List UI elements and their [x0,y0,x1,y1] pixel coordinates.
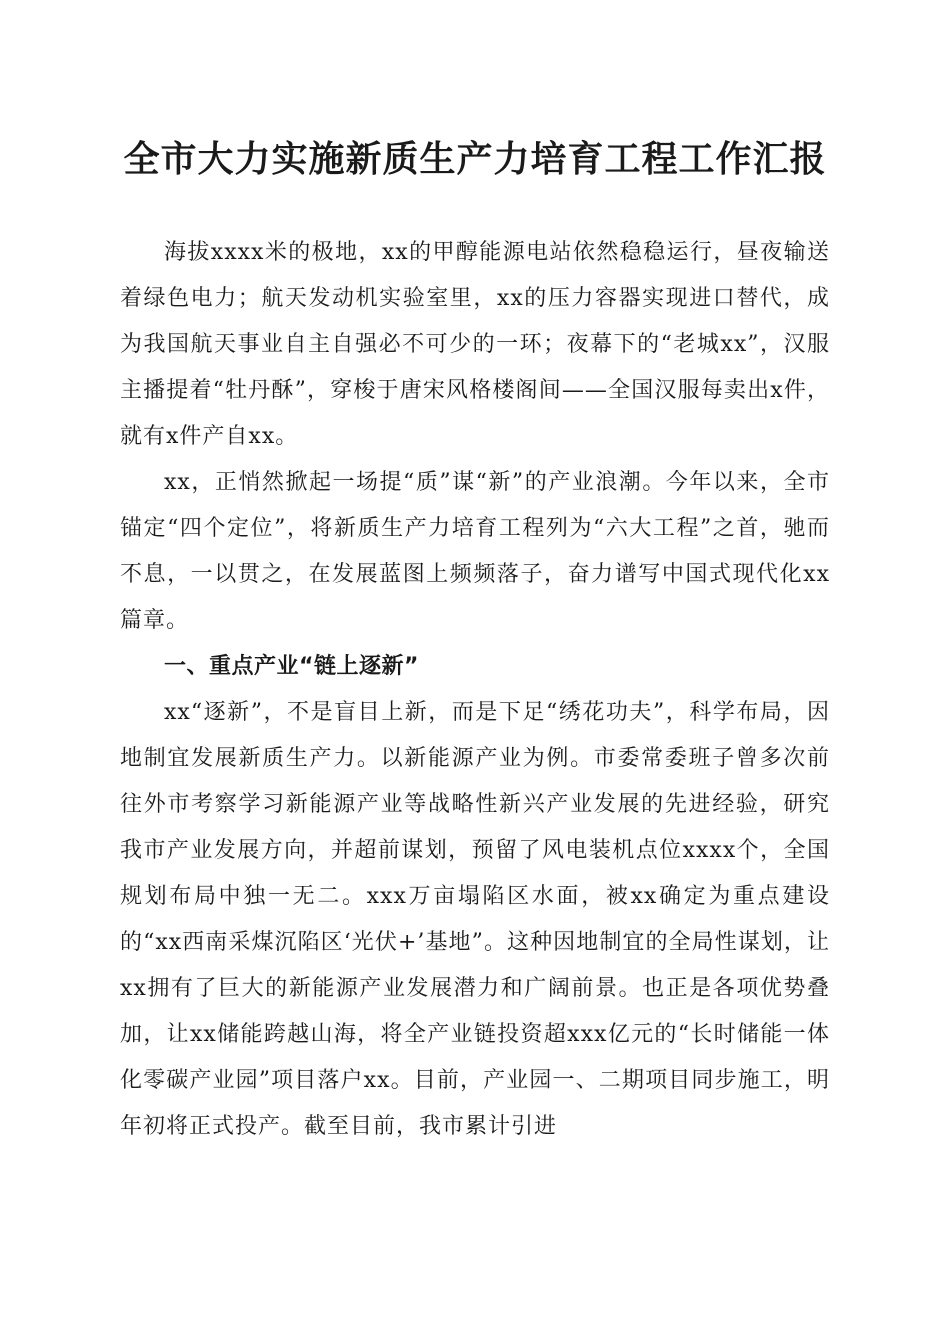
document-title: 全市大力实施新质生产力培育工程工作汇报 [123,138,827,180]
section-1-paragraph: xx“逐新”，不是盲目上新，而是下足“绣花功夫”，科学布局，因地制宜发展新质生产力。以新能源产业为例。市委常委班子曾多次前往外市考察学习新能源产业等战略性新兴产业发展的先进经验，研究我市产业发展方向，并超前谋划，预留了风电装机点位xxxx个，全国规划布局中独一无二。xxx万亩塌陷区水面，被xx确定为重点建设的“xx西南采煤沉陷区‘光伏+’基地”。这种因地制宜的全局性谋划，让xx拥有了巨大的新能源产业发展潜力和广阔前景。也正是各项优势叠加，让xx储能跨越山海，将全产业链投资超xxx亿元的“长时储能一体化零碳产业园”项目落户xx。目前，产业园一、二期项目同步施工，明年初将正式投产。截至目前，我市累计引进 [120,700,830,1139]
intro-paragraph-2: xx，正悄然掀起一场提“质”谋“新”的产业浪潮。今年以来，全市锚定“四个定位”，将新质生产力培育工程列为“六大工程”之首，驰而不息，一以贯之，在发展蓝图上频频落子，奋力谱写中国式现代化xx篇章。 [120,470,830,633]
document-body [120,230,830,1150]
intro-paragraph-1: 海拔xxxx米的极地，xx的甲醇能源电站依然稳稳运行，昼夜输送着绿色电力；航天发动机实验室里，xx的压力容器实现进口替代，成为我国航天事业自主自强必不可少的一环；夜幕下的“老城xx”，汉服主播提着“牡丹酥”，穿梭于唐宋风格楼阁间——全国汉服每卖出x件，就有x件产自xx。 [120,240,830,449]
section-heading-1: 一、重点产业“链上逐新” [164,654,419,679]
